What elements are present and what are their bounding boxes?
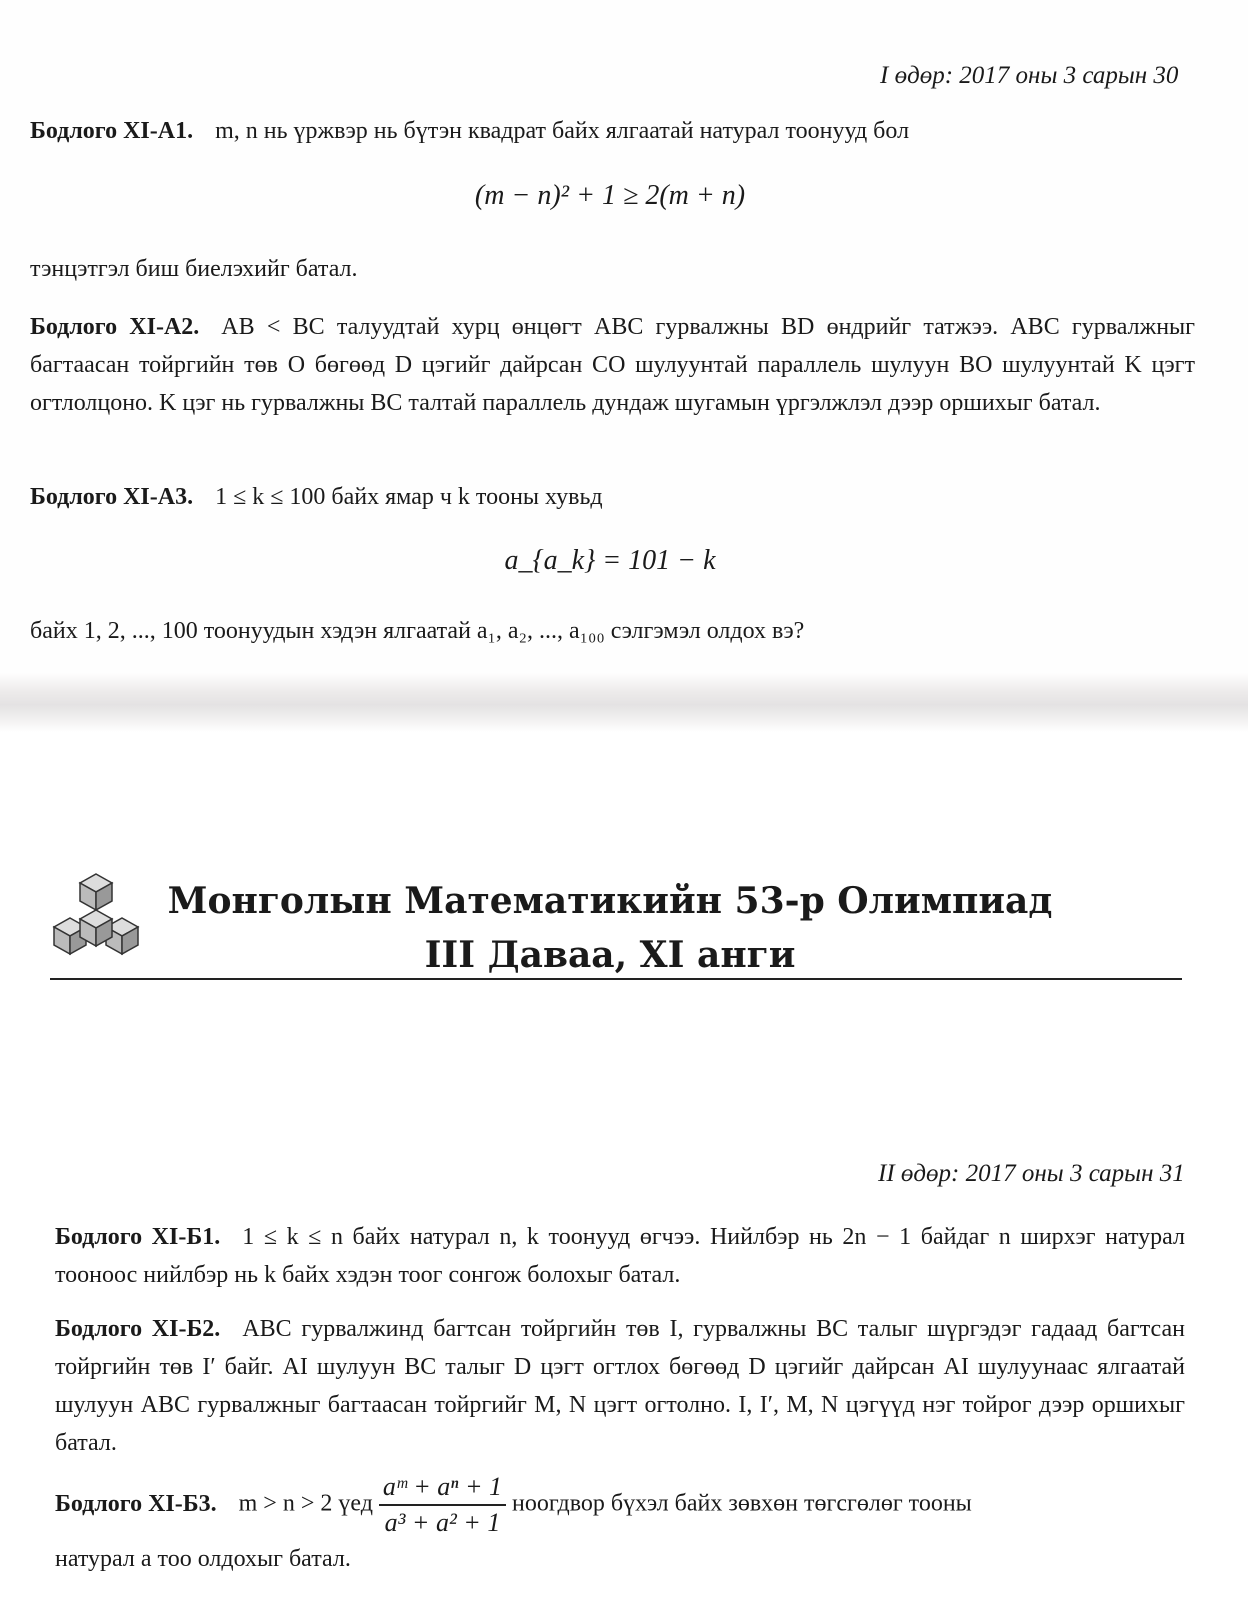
- paper-fold: [0, 672, 1248, 732]
- problem-a3-label: Бодлого XI-A3.: [30, 484, 194, 510]
- day1-date: I өдөр: 2017 оны 3 сарын 30: [880, 62, 1179, 89]
- problem-a1-formula: (m − n)² + 1 ≥ 2(m + n): [474, 180, 746, 211]
- problem-a1-text: m, n нь үржвэр нь бүтэн квадрат байх ялгаатай натурал тоонууд бол: [215, 118, 910, 144]
- problem-a2-text: AB < BC талуудтай хурц өнцөгт ABC гурвалжны BD өндрийг татжээ. ABC гурвалжныг багтаасан тойргийн төв O бөгөөд D цэгийг дайрсан CO шулуунтай параллель шулуун BO шулуунтай K цэгт огтлолцоно. K цэг нь гурвалжны BC талтай параллель дундаж шугамын үргэлжлэл дээр оршихыг батал.: [30, 314, 1196, 416]
- problem-a1-conclusion: тэнцэтгэл биш биелэхийг батал.: [30, 256, 358, 282]
- problem-a1-label: Бодлого XI-A1.: [30, 118, 194, 144]
- problem-b3-text-middle: ноогдвор бүхэл байх зөвхөн төгсгөлөг тооны: [512, 1490, 972, 1517]
- page-title-line2: III Даваа, XI анги: [424, 934, 796, 976]
- problem-b2-label: Бодлого XI-Б2.: [55, 1316, 221, 1342]
- header-divider: [50, 978, 1182, 980]
- problem-b1: [55, 1218, 1185, 1294]
- problem-b2: [55, 1310, 1185, 1462]
- problem-b1-label: Бодлого XI-Б1.: [55, 1224, 221, 1250]
- day2-date: II өдөр: 2017 оны 3 сарын 31: [878, 1160, 1185, 1187]
- problem-a2: [30, 308, 1195, 422]
- problem-b3-text-before: m > n > 2 үед: [238, 1490, 373, 1517]
- problem-b3-label: Бодлого XI-Б3.: [55, 1490, 217, 1517]
- problem-b2-text: ABC гурвалжинд багтсан тойргийн төв I, гурвалжны BC талыг шүргэдэг гадаад багтсан тойргийн төв I′ байг. AI шулуун BC талыг D цэгт огтлох бөгөөд D цэгийг дайрсан AI шулуунаас ялгаатай шулуун ABC гурвалжныг багтаасан тойргийг M, N цэгт огтолно. I, I′, M, N цэгүүд нэг тойрог дээр оршихыг батал.: [55, 1316, 1185, 1456]
- problem-b3-fraction: [379, 1470, 506, 1540]
- problem-a3: [30, 478, 1195, 516]
- page-title-line1: Монголын Математикийн 53-р Олимпиад: [167, 880, 1053, 922]
- problem-a1: [30, 112, 1195, 150]
- problem-b1-text: 1 ≤ k ≤ n байх натурал n, k тоонууд өгчээ. Нийлбэр нь 2n − 1 байдаг n ширхэг натурал тооноос нийлбэр нь k байх хэдэн тоог сонгож болохыг батал.: [55, 1224, 1185, 1288]
- problem-a3-text: 1 ≤ k ≤ 100 байх ямар ч k тооны хувьд: [215, 484, 603, 510]
- cubes-logo-icon: [48, 870, 144, 966]
- fraction-denominator: a³ + a² + 1: [384, 1508, 501, 1537]
- problem-a3-formula: a_{a_k} = 101 − k: [504, 545, 716, 576]
- problem-b3-conclusion: натурал a тоо олдохыг батал.: [55, 1546, 351, 1572]
- problem-b3: [55, 1470, 1185, 1540]
- olympiad-logo: [48, 870, 144, 966]
- problem-a2-label: Бодлого XI-A2.: [30, 314, 200, 340]
- problem-a3-conclusion: байх 1, 2, ..., 100 тоонуудын хэдэн ялгаатай a₁, a₂, ..., a₁₀₀ сэлгэмэл олдох вэ?: [30, 618, 805, 644]
- fraction-numerator: aᵐ + aⁿ + 1: [379, 1470, 506, 1506]
